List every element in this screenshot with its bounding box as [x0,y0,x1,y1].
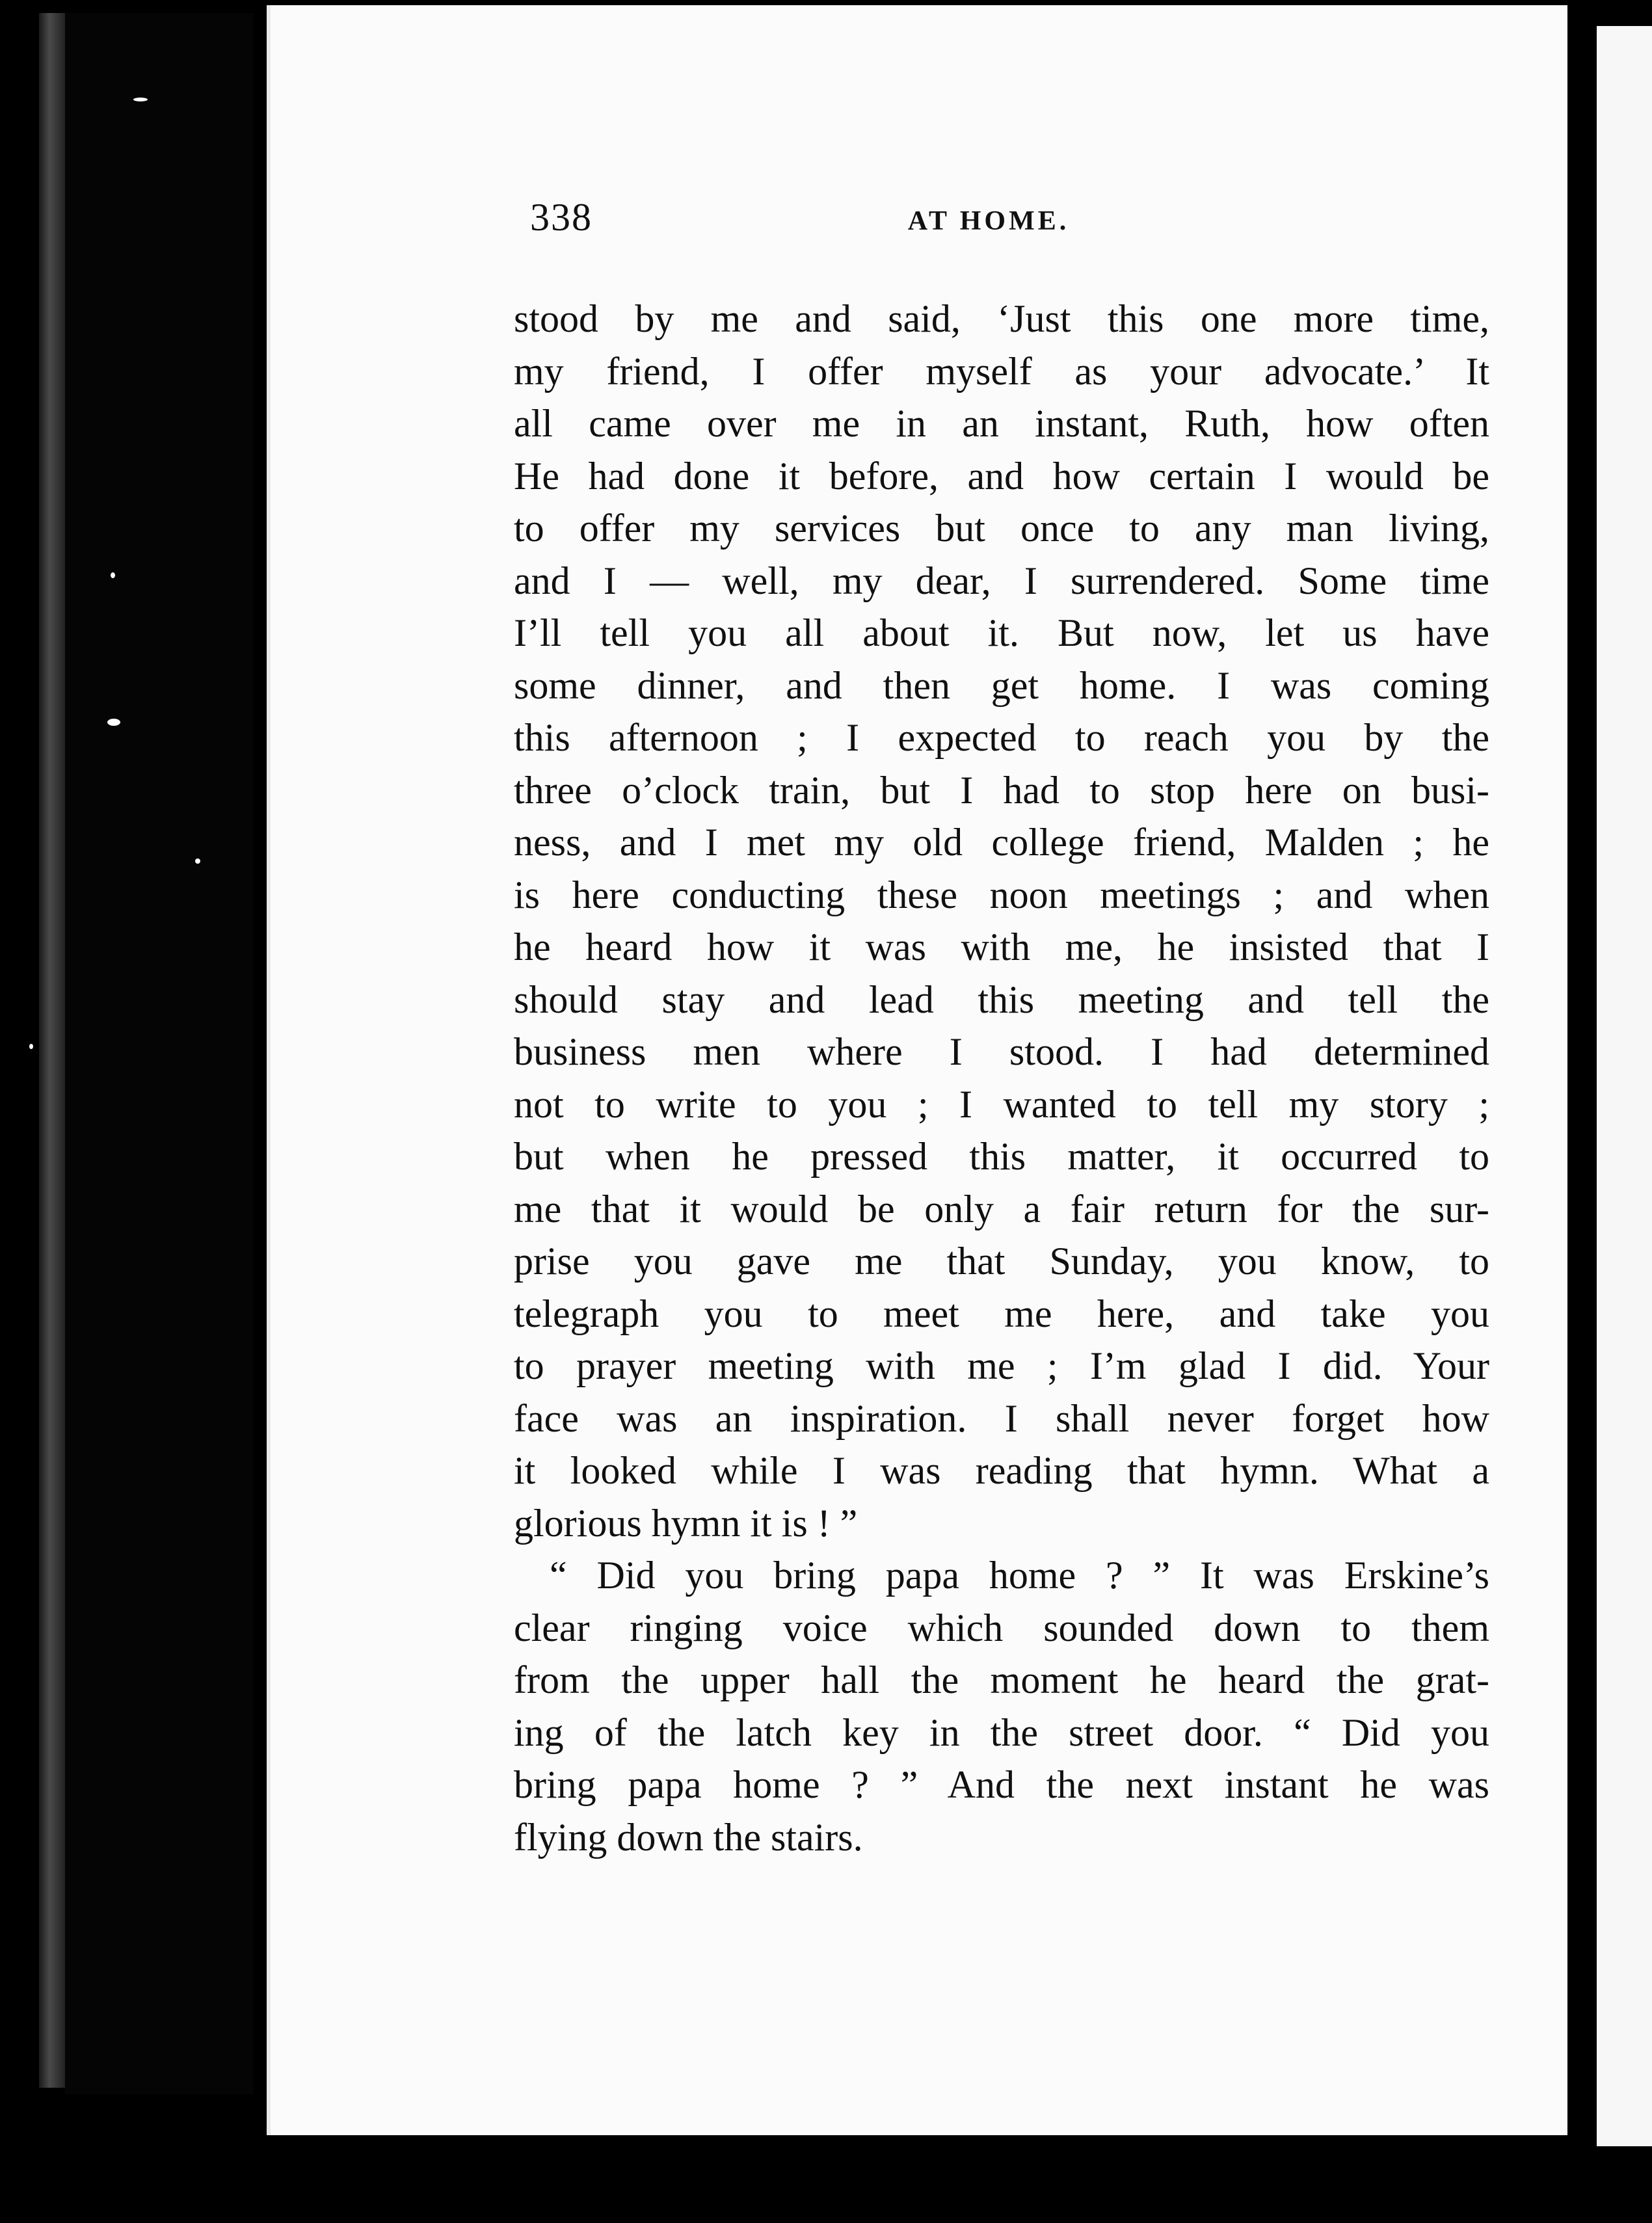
text-line: “ Did you bring papa home ? ” It was Erskine’s [550,1554,1489,1597]
facing-page-shadow [65,13,254,2094]
text-line: ness, and I met my old college friend, Malden ; he [514,821,1489,864]
text-line: I’ll tell you all about it. But now, let us have [514,611,1489,654]
dust-speck [195,859,200,864]
text-line: me that it would be only a fair return for the sur- [514,1187,1489,1231]
text-line: is here conducting these noon meetings ; and when [514,873,1489,916]
text-line: my friend, I offer myself as your advocate.’ It [514,349,1489,393]
text-line: all came over me in an instant, Ruth, how often [514,402,1489,445]
dust-speck [107,719,120,726]
text-line: not to write to you ; I wanted to tell my story ; [514,1082,1489,1126]
text-line: to prayer meeting with me ; I’m glad I did. Your [514,1344,1489,1387]
dust-speck [29,1044,33,1049]
text-line: business men where I stood. I had determined [514,1030,1489,1073]
text-line: ing of the latch key in the street door. “ Did you [514,1711,1489,1754]
text-line: should stay and lead this meeting and tell the [514,978,1489,1021]
page-body-text [514,293,1489,1863]
dust-speck [133,98,148,101]
text-line: he heard how it was with me, he insisted that I [514,925,1489,968]
text-line: face was an inspiration. I shall never forget how [514,1396,1489,1440]
paragraph-end-line: glorious hymn it is ! ” [514,1501,858,1545]
page-header [530,195,1447,247]
text-line: to offer my services but once to any man living, [514,507,1489,550]
text-line: from the upper hall the moment he heard the grat- [514,1658,1489,1701]
binding-edge [39,13,65,2088]
text-line: three o’clock train, but I had to stop here on busi- [514,768,1489,812]
text-line: but when he pressed this matter, it occurred to [514,1135,1489,1178]
text-line: this afternoon ; I expected to reach you by the [514,716,1489,759]
text-line: some dinner, and then get home. I was coming [514,663,1489,707]
text-line: and I — well, my dear, I surrendered. Some time [514,559,1489,602]
paragraph-end-line: flying down the stairs. [514,1815,863,1859]
text-line: stood by me and said, ‘Just this one more time, [514,297,1489,340]
text-line: He had done it before, and how certain I would be [514,454,1489,498]
text-line: prise you gave me that Sunday, you know, to [514,1240,1489,1283]
text-line: it looked while I was reading that hymn. What a [514,1449,1489,1492]
next-page-edge [1597,26,1652,2146]
text-line: clear ringing voice which sounded down to them [514,1606,1489,1649]
dust-speck [111,572,115,578]
text-line: telegraph you to meet me here, and take you [514,1292,1489,1335]
text-line: bring papa home ? ” And the next instant he was [514,1763,1489,1806]
running-head: AT HOME. [907,206,1070,236]
page-number: 338 [530,196,593,239]
